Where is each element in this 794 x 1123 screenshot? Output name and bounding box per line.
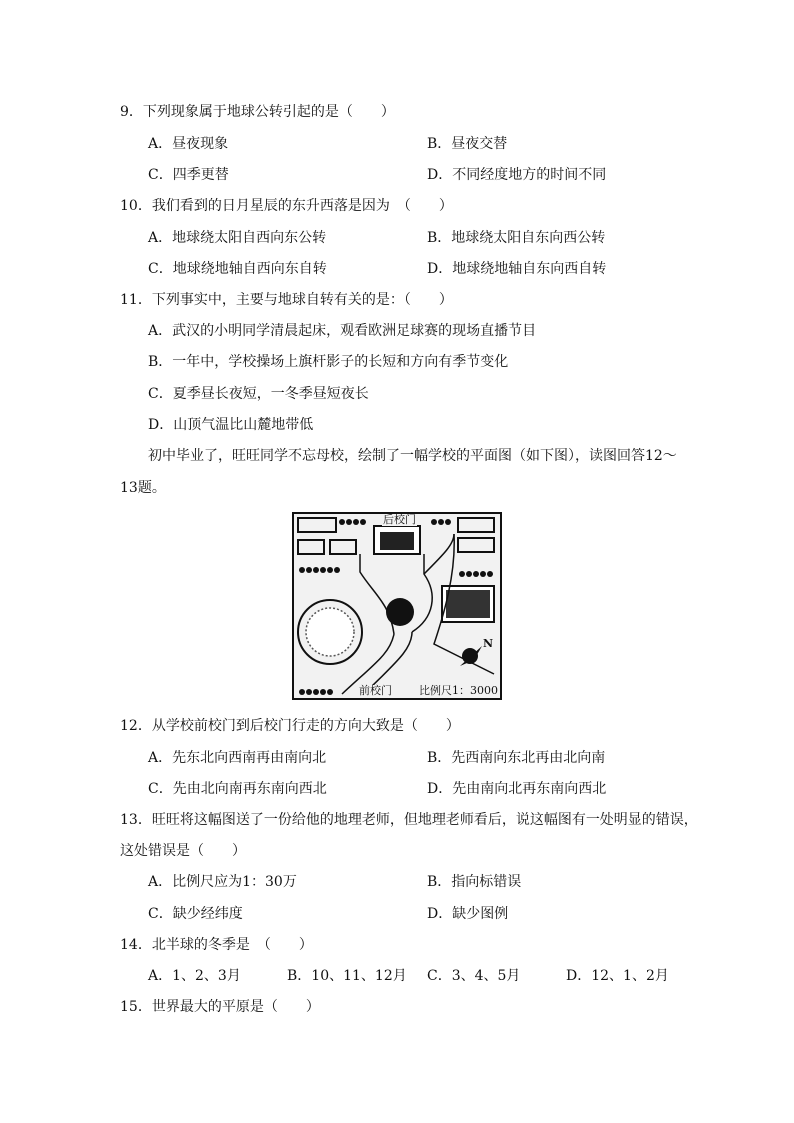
q14-option-a: A．1、2、3月 bbox=[148, 968, 241, 984]
q13-option-c: C．缺少经纬度 bbox=[148, 906, 243, 922]
road-right-branch bbox=[424, 534, 454, 574]
building-left-2 bbox=[298, 540, 324, 554]
q12-option-c: C．先由北向南再东南向西北 bbox=[148, 781, 327, 797]
question-13-stem-line-2: 这处错误是（ ） bbox=[120, 843, 246, 859]
sports-field-inner bbox=[306, 608, 354, 656]
q9-option-a: A．昼夜现象 bbox=[148, 136, 229, 152]
building-right-1 bbox=[458, 518, 494, 532]
question-9-stem: 9．下列现象属于地球公转引起的是（ ） bbox=[120, 104, 395, 120]
q10-option-c: C．地球绕地轴自西向东自转 bbox=[148, 261, 327, 277]
map-scale-label: 比例尺1：3000 bbox=[419, 684, 498, 697]
school-plan-map bbox=[292, 512, 502, 700]
tree-row-top bbox=[339, 519, 366, 525]
building-right-2 bbox=[458, 538, 494, 552]
q9-option-b: B．昼夜交替 bbox=[427, 136, 508, 152]
tree-row-left bbox=[299, 567, 340, 573]
road-right-loop bbox=[412, 554, 432, 632]
building-right-large-fill bbox=[446, 590, 490, 618]
question-14-stem: 14．北半球的冬季是 （ ） bbox=[120, 937, 313, 953]
school-plan-drawing bbox=[294, 514, 500, 698]
question-11-stem: 11．下列事实中，主要与地球自转有关的是：（ ） bbox=[120, 292, 453, 308]
tree-row-bottom-left bbox=[299, 689, 333, 695]
q11-option-c: C．夏季昼长夜短，一冬季昼短夜长 bbox=[148, 386, 369, 402]
q12-option-d: D．先由南向北再东南向西北 bbox=[427, 781, 607, 797]
question-12-stem: 12．从学校前校门到后校门行走的方向大致是（ ） bbox=[120, 718, 460, 734]
front-gate-label: 前校门 bbox=[359, 684, 392, 697]
tree-row-right-mid bbox=[459, 571, 493, 577]
north-arrow-icon bbox=[460, 646, 482, 666]
question-10-stem: 10．我们看到的日月星辰的东升西落是因为 （ ） bbox=[120, 198, 453, 214]
q10-option-d: D．地球绕地轴自东向西自转 bbox=[427, 261, 607, 277]
q12-option-b: B．先西南向东北再由北向南 bbox=[427, 750, 606, 766]
north-letter-label: N bbox=[483, 637, 494, 650]
question-13-stem-line-1: 13．旺旺将这幅图送了一份给他的地理老师，但地理老师看后，说这幅图有一处明显的错误， bbox=[120, 812, 698, 828]
tree-row-right-top bbox=[431, 519, 451, 525]
q11-option-a: A．武汉的小明同学清晨起床，观看欧洲足球赛的现场直播节目 bbox=[148, 323, 537, 339]
q10-option-a: A．地球绕太阳自西向东公转 bbox=[148, 230, 327, 246]
q9-option-d: D．不同经度地方的时间不同 bbox=[427, 167, 607, 183]
q12-option-a: A．先东北向西南再由南向北 bbox=[148, 750, 327, 766]
back-gate-label: 后校门 bbox=[383, 513, 416, 526]
building-top-left bbox=[298, 518, 336, 532]
central-round-building bbox=[386, 598, 414, 626]
building-left-3 bbox=[330, 540, 356, 554]
q14-option-b: B．10、11、12月 bbox=[287, 968, 407, 984]
q13-option-b: B．指向标错误 bbox=[427, 874, 522, 890]
intro-line-2: 13题。 bbox=[120, 480, 166, 496]
q13-option-a: A．比例尺应为1：30万 bbox=[148, 874, 297, 890]
q11-option-d: D．山顶气温比山麓地带低 bbox=[148, 417, 314, 433]
q9-option-c: C．四季更替 bbox=[148, 167, 229, 183]
q10-option-b: B．地球绕太阳自东向西公转 bbox=[427, 230, 606, 246]
intro-line-1: 初中毕业了，旺旺同学不忘母校，绘制了一幅学校的平面图（如下图），读图回答12～ bbox=[148, 448, 677, 464]
q11-option-b: B．一年中，学校操场上旗杆影子的长短和方向有季节变化 bbox=[148, 354, 509, 370]
q14-option-c: C．3、4、5月 bbox=[427, 968, 521, 984]
back-gate-building-fill bbox=[380, 532, 414, 550]
road-left-loop bbox=[360, 554, 394, 634]
q14-option-d: D．12、1、2月 bbox=[566, 968, 669, 984]
question-15-stem: 15．世界最大的平原是（ ） bbox=[120, 999, 320, 1015]
q13-option-d: D．缺少图例 bbox=[427, 906, 509, 922]
